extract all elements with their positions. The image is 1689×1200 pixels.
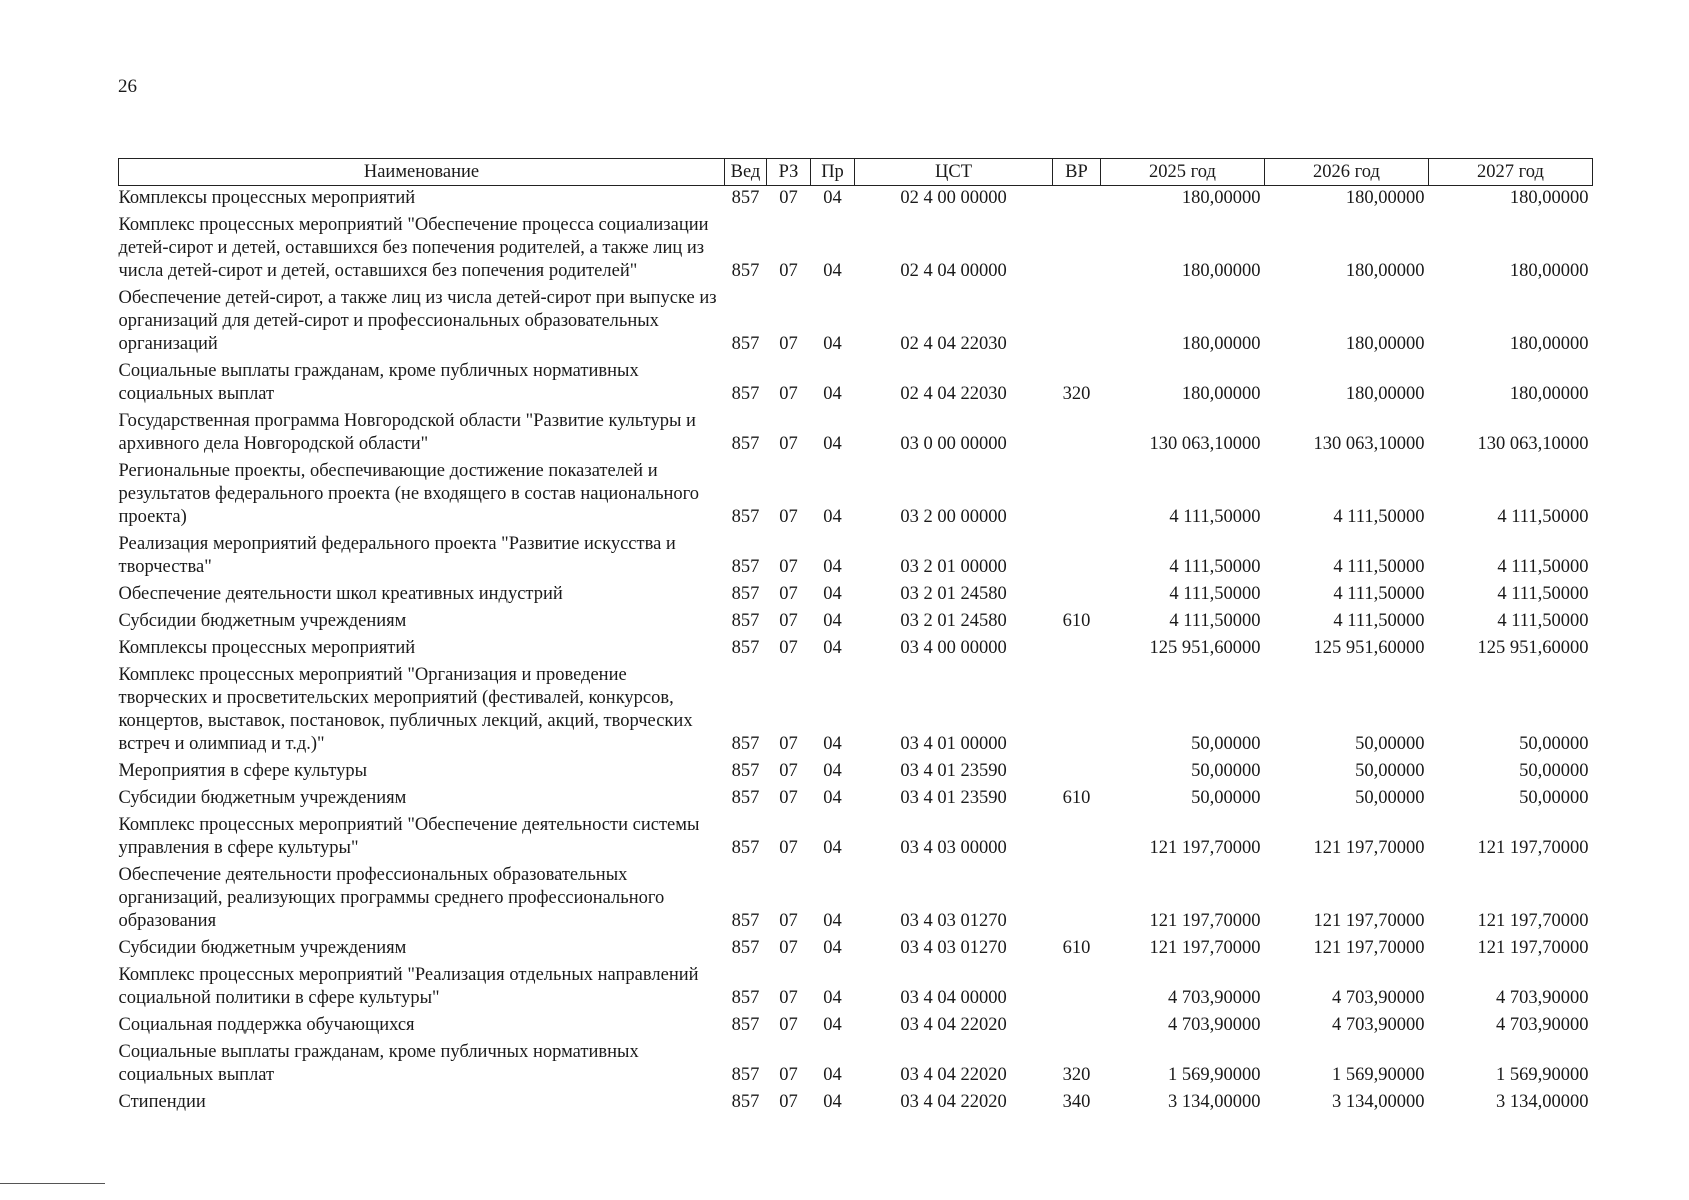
row-2026: 3 134,00000 [1332, 1092, 1425, 1112]
row-pr: 04 [823, 584, 842, 604]
table-row [119, 863, 1593, 936]
row-rz: 07 [779, 261, 798, 281]
table-row [119, 532, 1593, 582]
row-pr: 04 [823, 334, 842, 354]
row-ved: 857 [731, 1015, 760, 1035]
row-2027: 4 111,50000 [1497, 611, 1589, 631]
row-2025: 121 197,70000 [1149, 911, 1261, 931]
row-pr: 04 [823, 761, 842, 781]
row-vr [1053, 759, 1101, 786]
row-2026: 180,00000 [1345, 334, 1425, 354]
row-name: Комплекс процессных мероприятий "Обеспечение деятельности системы управления в сфере культуры" [118, 815, 700, 858]
row-vr [1053, 409, 1101, 459]
row-2025: 4 111,50000 [1169, 557, 1261, 577]
row-cst: 03 4 03 01270 [900, 911, 1007, 931]
row-name: Стипендии [118, 1092, 206, 1112]
header-2027: 2027 год [1429, 159, 1593, 186]
row-cst: 03 4 03 00000 [900, 838, 1007, 858]
row-2026: 4 111,50000 [1333, 507, 1425, 527]
row-2025: 3 134,00000 [1168, 1092, 1261, 1112]
row-cst: 03 4 04 22020 [900, 1065, 1007, 1085]
row-cst: 02 4 04 22030 [900, 384, 1007, 404]
row-ved: 857 [731, 838, 760, 858]
row-ved: 857 [731, 761, 760, 781]
table-row [119, 359, 1593, 409]
row-name: Социальная поддержка обучающихся [118, 1015, 415, 1035]
row-ved: 857 [731, 261, 760, 281]
row-pr: 04 [823, 507, 842, 527]
row-cst: 03 4 01 00000 [900, 734, 1007, 754]
row-2025: 180,00000 [1181, 261, 1261, 281]
row-2025: 4 703,90000 [1168, 1015, 1261, 1035]
row-name: Комплексы процессных мероприятий [118, 638, 416, 658]
table-row [119, 213, 1593, 286]
row-vr: 610 [1062, 611, 1091, 631]
row-cst: 03 4 04 22020 [900, 1092, 1007, 1112]
row-cst: 03 2 01 24580 [900, 611, 1007, 631]
row-2026: 130 063,10000 [1313, 434, 1425, 454]
row-rz: 07 [779, 938, 798, 958]
row-cst: 02 4 04 00000 [900, 261, 1007, 281]
row-name: Комплекс процессных мероприятий "Реализация отдельных направлений социальной политики в сфере культуры" [118, 965, 699, 1008]
header-vr: ВР [1053, 159, 1101, 186]
row-rz: 07 [779, 611, 798, 631]
row-2026: 121 197,70000 [1313, 911, 1425, 931]
row-vr [1053, 186, 1101, 214]
row-2027: 50,00000 [1519, 761, 1589, 781]
row-rz: 07 [779, 384, 798, 404]
table-row [119, 1040, 1593, 1090]
row-2027: 1 569,90000 [1496, 1065, 1589, 1085]
row-cst: 03 2 01 24580 [900, 584, 1007, 604]
table-body [119, 186, 1593, 1118]
row-pr: 04 [823, 611, 842, 631]
row-2027: 50,00000 [1519, 788, 1589, 808]
row-2027: 180,00000 [1509, 261, 1589, 281]
row-vr [1053, 663, 1101, 759]
header-2026: 2026 год [1265, 159, 1429, 186]
table-header-row [119, 159, 1593, 186]
row-ved: 857 [731, 734, 760, 754]
row-ved: 857 [731, 557, 760, 577]
row-rz: 07 [779, 761, 798, 781]
row-ved: 857 [731, 507, 760, 527]
header-cst: ЦСТ [855, 159, 1053, 186]
row-pr: 04 [823, 938, 842, 958]
row-2027: 180,00000 [1509, 334, 1589, 354]
row-2026: 125 951,60000 [1313, 638, 1425, 658]
row-rz: 07 [779, 838, 798, 858]
row-name: Социальные выплаты гражданам, кроме публичных нормативных социальных выплат [118, 361, 639, 404]
row-ved: 857 [731, 188, 760, 208]
table-row [119, 936, 1593, 963]
row-name: Комплекс процессных мероприятий "Обеспечение процесса социализации детей-сирот и детей, оставшихся без попечения родителей, а также лиц из числа детей-сирот и детей, оставшихся без попечения родителей" [118, 215, 709, 281]
row-cst: 03 4 00 00000 [900, 638, 1007, 658]
row-2026: 121 197,70000 [1313, 938, 1425, 958]
row-ved: 857 [731, 638, 760, 658]
row-vr [1053, 459, 1101, 532]
row-ved: 857 [731, 584, 760, 604]
row-rz: 07 [779, 584, 798, 604]
row-rz: 07 [779, 988, 798, 1008]
row-cst: 03 2 00 00000 [900, 507, 1007, 527]
row-rz: 07 [779, 1092, 798, 1112]
row-2025: 4 111,50000 [1169, 507, 1261, 527]
row-name: Субсидии бюджетным учреждениям [118, 938, 407, 958]
row-name: Реализация мероприятий федерального проекта "Развитие искусства и творчества" [118, 534, 676, 577]
row-ved: 857 [731, 434, 760, 454]
row-2025: 50,00000 [1191, 734, 1261, 754]
row-ved: 857 [731, 611, 760, 631]
row-2027: 130 063,10000 [1477, 434, 1589, 454]
row-vr: 610 [1062, 938, 1091, 958]
row-name: Мероприятия в сфере культуры [118, 761, 368, 781]
row-vr [1053, 286, 1101, 359]
row-name: Комплекс процессных мероприятий "Организация и проведение творческих и просветительских мероприятий (фестивалей, конкурсов, концертов, выставок, постановок, публичных лекций, акций, творческих встреч и олимпиад и т.д.)" [118, 665, 693, 754]
table-row [119, 1090, 1593, 1117]
row-pr: 04 [823, 638, 842, 658]
row-rz: 07 [779, 788, 798, 808]
row-2027: 4 703,90000 [1496, 1015, 1589, 1035]
row-rz: 07 [779, 911, 798, 931]
row-ved: 857 [731, 988, 760, 1008]
row-ved: 857 [731, 334, 760, 354]
table-row [119, 186, 1593, 214]
row-ved: 857 [731, 1092, 760, 1112]
row-2026: 4 111,50000 [1333, 557, 1425, 577]
row-rz: 07 [779, 434, 798, 454]
row-2026: 180,00000 [1345, 261, 1425, 281]
row-pr: 04 [823, 434, 842, 454]
row-2027: 4 111,50000 [1497, 584, 1589, 604]
row-pr: 04 [823, 188, 842, 208]
row-2025: 180,00000 [1181, 188, 1261, 208]
row-rz: 07 [779, 507, 798, 527]
table-row [119, 963, 1593, 1013]
row-2027: 121 197,70000 [1477, 838, 1589, 858]
row-vr [1053, 1013, 1101, 1040]
row-cst: 03 4 03 01270 [900, 938, 1007, 958]
table-row [119, 663, 1593, 759]
row-2025: 121 197,70000 [1149, 938, 1261, 958]
row-2027: 50,00000 [1519, 734, 1589, 754]
row-pr: 04 [823, 838, 842, 858]
page-number: 26 [118, 76, 137, 97]
row-ved: 857 [731, 384, 760, 404]
row-pr: 04 [823, 1092, 842, 1112]
row-2027: 125 951,60000 [1477, 638, 1589, 658]
row-2026: 4 111,50000 [1333, 584, 1425, 604]
row-rz: 07 [779, 734, 798, 754]
row-2026: 4 703,90000 [1332, 988, 1425, 1008]
row-cst: 03 4 04 00000 [900, 988, 1007, 1008]
row-2027: 121 197,70000 [1477, 911, 1589, 931]
row-2026: 180,00000 [1345, 188, 1425, 208]
row-rz: 07 [779, 188, 798, 208]
row-vr [1053, 863, 1101, 936]
table-row [119, 759, 1593, 786]
row-vr [1053, 963, 1101, 1013]
row-pr: 04 [823, 988, 842, 1008]
row-cst: 03 0 00 00000 [900, 434, 1007, 454]
row-pr: 04 [823, 557, 842, 577]
row-2026: 1 569,90000 [1332, 1065, 1425, 1085]
row-vr [1053, 582, 1101, 609]
row-rz: 07 [779, 638, 798, 658]
row-2027: 180,00000 [1509, 384, 1589, 404]
table-row [119, 459, 1593, 532]
table-row [119, 786, 1593, 813]
row-name: Обеспечение детей-сирот, а также лиц из числа детей-сирот при выпуске из организаций для детей-сирот и профессиональных образовательных организаций [118, 288, 717, 354]
row-cst: 02 4 04 22030 [900, 334, 1007, 354]
row-pr: 04 [823, 384, 842, 404]
row-2025: 125 951,60000 [1149, 638, 1261, 658]
row-2025: 4 111,50000 [1169, 611, 1261, 631]
row-2026: 50,00000 [1355, 761, 1425, 781]
row-cst: 02 4 00 00000 [900, 188, 1007, 208]
row-name: Государственная программа Новгородской области "Развитие культуры и архивного дела Новгородской области" [118, 411, 696, 454]
row-2025: 180,00000 [1181, 334, 1261, 354]
row-2025: 4 111,50000 [1169, 584, 1261, 604]
row-cst: 03 2 01 00000 [900, 557, 1007, 577]
header-pr: Пр [811, 159, 855, 186]
table-row [119, 409, 1593, 459]
row-2025: 121 197,70000 [1149, 838, 1261, 858]
row-pr: 04 [823, 788, 842, 808]
row-pr: 04 [823, 1065, 842, 1085]
row-vr: 320 [1062, 384, 1091, 404]
row-2026: 180,00000 [1345, 384, 1425, 404]
row-2027: 180,00000 [1509, 188, 1589, 208]
row-vr: 320 [1062, 1065, 1091, 1085]
row-rz: 07 [779, 1015, 798, 1035]
row-name: Комплексы процессных мероприятий [118, 188, 416, 208]
header-ved: Вед [725, 159, 767, 186]
table-row [119, 1013, 1593, 1040]
row-pr: 04 [823, 261, 842, 281]
row-rz: 07 [779, 334, 798, 354]
row-2026: 4 703,90000 [1332, 1015, 1425, 1035]
row-vr: 610 [1062, 788, 1091, 808]
row-2025: 1 569,90000 [1168, 1065, 1261, 1085]
row-pr: 04 [823, 1015, 842, 1035]
row-vr [1053, 532, 1101, 582]
header-rz: РЗ [767, 159, 811, 186]
table-row [119, 636, 1593, 663]
row-rz: 07 [779, 1065, 798, 1085]
row-2026: 4 111,50000 [1333, 611, 1425, 631]
row-2027: 121 197,70000 [1477, 938, 1589, 958]
row-ved: 857 [731, 938, 760, 958]
row-pr: 04 [823, 734, 842, 754]
row-ved: 857 [731, 911, 760, 931]
row-2025: 4 703,90000 [1168, 988, 1261, 1008]
row-name: Региональные проекты, обеспечивающие достижение показателей и результатов федерального проекта (не входящего в состав национального проекта) [118, 461, 700, 527]
row-name: Обеспечение деятельности школ креативных индустрий [118, 584, 563, 604]
table-row [119, 609, 1593, 636]
row-2027: 3 134,00000 [1496, 1092, 1589, 1112]
row-cst: 03 4 04 22020 [900, 1015, 1007, 1035]
table-row [119, 286, 1593, 359]
budget-table [118, 158, 1593, 1117]
row-vr: 340 [1062, 1092, 1091, 1112]
row-pr: 04 [823, 911, 842, 931]
row-2025: 130 063,10000 [1149, 434, 1261, 454]
row-2025: 180,00000 [1181, 384, 1261, 404]
row-rz: 07 [779, 557, 798, 577]
table-row [119, 582, 1593, 609]
row-ved: 857 [731, 788, 760, 808]
row-2027: 4 703,90000 [1496, 988, 1589, 1008]
row-name: Субсидии бюджетным учреждениям [118, 611, 407, 631]
row-2027: 4 111,50000 [1497, 507, 1589, 527]
footer-divider [0, 1183, 105, 1184]
row-name: Обеспечение деятельности профессиональных образовательных организаций, реализующих программы среднего профессионального образования [118, 865, 665, 931]
row-cst: 03 4 01 23590 [900, 761, 1007, 781]
row-vr [1053, 213, 1101, 286]
row-2025: 50,00000 [1191, 761, 1261, 781]
header-2025: 2025 год [1101, 159, 1265, 186]
row-name: Субсидии бюджетным учреждениям [118, 788, 407, 808]
row-vr [1053, 636, 1101, 663]
row-name: Социальные выплаты гражданам, кроме публичных нормативных социальных выплат [118, 1042, 639, 1085]
row-cst: 03 4 01 23590 [900, 788, 1007, 808]
row-2026: 121 197,70000 [1313, 838, 1425, 858]
row-2027: 4 111,50000 [1497, 557, 1589, 577]
table-row [119, 813, 1593, 863]
row-vr [1053, 813, 1101, 863]
row-2026: 50,00000 [1355, 734, 1425, 754]
row-2026: 50,00000 [1355, 788, 1425, 808]
row-2025: 50,00000 [1191, 788, 1261, 808]
row-ved: 857 [731, 1065, 760, 1085]
header-name: Наименование [119, 159, 725, 186]
